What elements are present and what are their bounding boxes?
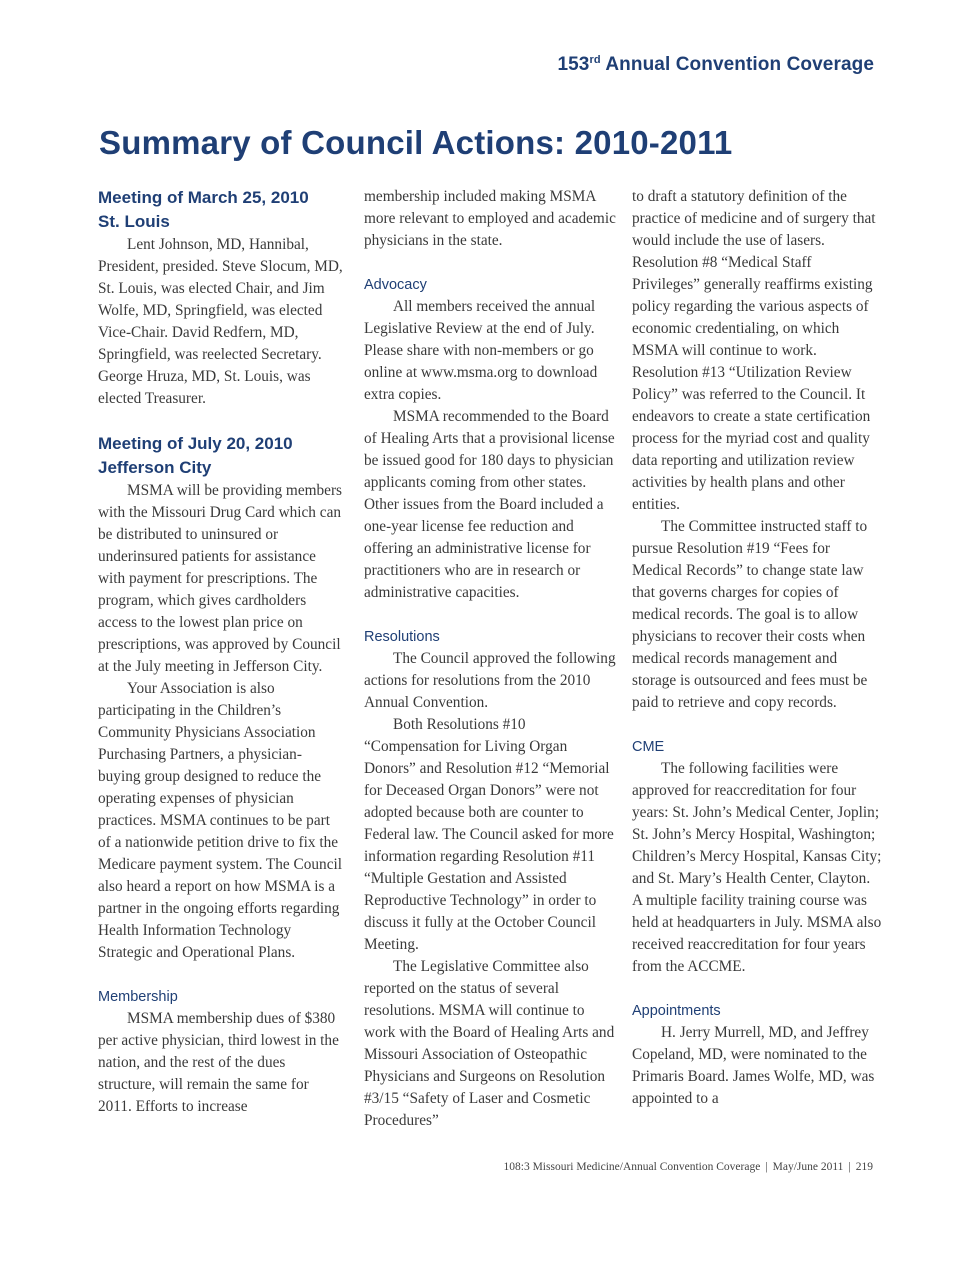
header-number: 153	[557, 54, 590, 75]
column-2	[364, 186, 616, 1132]
footer-separator: |	[848, 1161, 851, 1173]
appointments-heading: Appointments	[632, 1003, 721, 1019]
paragraph: The Committee instructed staff to pursue Resolution #19 “Fees for Medical Records” to change state law that governs charges for copies of medical records. The goal is to allow physicians to recover their costs when medical records management and storage is outsourced and fees must be paid to retrieve and copy records.	[632, 518, 868, 711]
paragraph: All members received the annual Legislative Review at the end of July. Please share with non-members or go online at www.msma.org to download extra copies.	[364, 298, 598, 403]
paragraph: MSMA recommended to the Board of Healing Arts that a provisional license be issued good for 180 days to physician applicants coming from other states. Other issues from the Board included a one-year license fee reduction and offering an administrative license for practitioners who are in research or administrative capacities.	[364, 408, 615, 601]
resolutions-heading: Resolutions	[364, 629, 440, 645]
paragraph: The Council approved the following actions for resolutions from the 2010 Annual Convention.	[364, 650, 616, 711]
column-1	[98, 186, 344, 1118]
column-3	[632, 186, 882, 1110]
paragraph: to draft a statutory definition of the practice of medicine and of surgery that would include the use of lasers. Resolution #8 “Medical Staff Privileges” generally reaffirms existing policy regarding the various aspects of economic credentialing, on which MSMA will continue to work. Resolution #13 “Utilization Review Policy” was referred to the Council. It endeavors to create a state certification process for the myriad cost and quality data reporting and utilization review activities by health plans and other entities.	[632, 188, 876, 513]
section-header	[557, 54, 874, 76]
meeting-july-location: Jefferson City	[98, 458, 212, 477]
cme-heading: CME	[632, 739, 665, 755]
footer-separator: |	[765, 1161, 768, 1173]
page-footer	[504, 1161, 873, 1173]
header-text: Annual Convention Coverage	[600, 54, 874, 75]
footer-date: May/June 2011	[772, 1161, 844, 1173]
paragraph: membership included making MSMA more relevant to employed and academic physicians in the state.	[364, 188, 616, 249]
page-title: Summary of Council Actions: 2010-2011	[99, 124, 733, 161]
paragraph: H. Jerry Murrell, MD, and Jeffrey Copeland, MD, were nominated to the Primaris Board. James Wolfe, MD, was appointed to a	[632, 1024, 875, 1107]
header-ordinal-suffix: rd	[589, 54, 601, 66]
paragraph: The Legislative Committee also reported on the status of several resolutions. MSMA will continue to work with the Board of Healing Arts and Missouri Association of Osteopathic Physicians and Surgeons on Resolution #3/15 “Safety of Laser and Cosmetic Procedures”	[364, 958, 615, 1129]
meeting-july-heading: Meeting of July 20, 2010	[98, 434, 293, 453]
paragraph: MSMA will be providing members with the Missouri Drug Card which can be distributed to uninsured or underinsured patients for assistance with payment for prescriptions. The program, which gives cardholders access to the lowest plan price on prescriptions, was approved by Council at the July meeting in Jefferson City.	[98, 482, 343, 675]
paragraph: MSMA membership dues of $380 per active physician, third lowest in the nation, and the rest of the dues structure, will remain the same for 2011. Efforts to increase	[98, 1010, 339, 1115]
paragraph: The following facilities were approved for reaccreditation for four years: St. John’s Medical Center, Joplin; St. John’s Mercy Hospital, Washington; Children’s Mercy Hospital, Kansas City; and St. Mary’s Health Center, Clayton. A multiple facility training course was held at headquarters in July. MSMA also received reaccreditation for four years from the ACCME.	[632, 760, 882, 975]
paragraph: Your Association is also participating in the Children’s Community Physicians Association Purchasing Partners, a physician-buying group designed to reduce the operating expenses of physician practices. MSMA continues to be part of a nationwide petition drive to fix the Medicare payment system. The Council also heard a report on how MSMA is a partner in the ongoing efforts regarding Health Information Technology Strategic and Operational Plans.	[98, 680, 342, 961]
meeting-march-heading: Meeting of March 25, 2010	[98, 188, 309, 207]
meeting-march-location: St. Louis	[98, 212, 170, 231]
footer-page-number: 219	[855, 1161, 873, 1173]
footer-journal: 108:3 Missouri Medicine/Annual Convention Coverage	[503, 1161, 761, 1173]
paragraph: Lent Johnson, MD, Hannibal, President, presided. Steve Slocum, MD, St. Louis, was elected Chair, and Jim Wolfe, MD, Springfield, was elected Vice-Chair. David Redfern, MD, Springfield, was reelected Secretary. George Hruza, MD, St. Louis, was elected Treasurer.	[98, 236, 343, 407]
advocacy-heading: Advocacy	[364, 277, 427, 293]
paragraph: Both Resolutions #10 “Compensation for Living Organ Donors” and Resolution #12 “Memorial for Deceased Organ Donors” were not adopted because both are counter to Federal law. The Council asked for more information regarding Resolution #11 “Multiple Gestation and Assisted Reproductive Technology” in order to discuss it fully at the October Council Meeting.	[364, 716, 614, 953]
membership-heading: Membership	[98, 989, 178, 1005]
